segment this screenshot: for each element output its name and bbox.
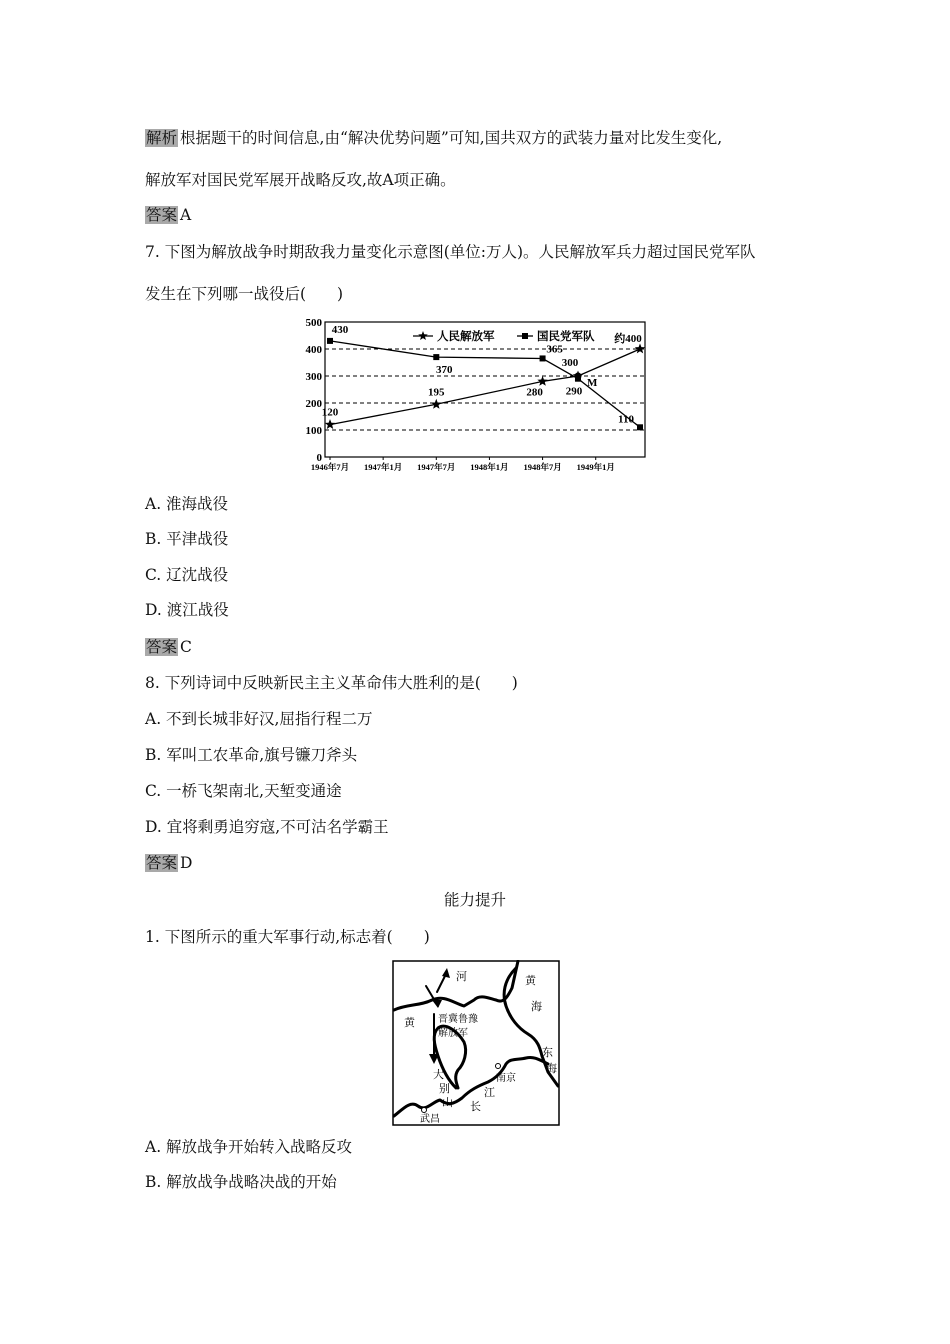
- kmt-point: [433, 354, 439, 360]
- kmt-data-label: 370: [436, 364, 453, 377]
- kmt-data-label: 290: [565, 385, 583, 398]
- map-label-army-2: 解放军: [438, 1028, 468, 1039]
- answer-tag: 答案: [146, 206, 178, 224]
- map-label-huang-river: 黄: [404, 1017, 415, 1029]
- q8-answer-value: D: [180, 854, 193, 872]
- q8-answer: [145, 853, 192, 873]
- nanjing-dot: [496, 1064, 501, 1069]
- q8-option-b: B. 军叫工农革命,旗号镰刀斧头: [145, 746, 358, 764]
- map-label-wuchang: 武昌: [420, 1114, 440, 1125]
- wuchang-dot: [422, 1108, 427, 1113]
- answer-prev-value: A: [180, 206, 192, 224]
- kmt-data-label: 430: [331, 323, 349, 336]
- q7-option-c: C. 辽沈战役: [145, 566, 229, 584]
- y-tick-label: 300: [305, 371, 322, 383]
- x-tick-label: 1948年7月: [523, 462, 562, 472]
- pla-data-label: 280: [526, 386, 543, 399]
- q7-option-b: B. 平津战役: [145, 530, 229, 548]
- q1-option-a: A. 解放战争开始转入战略反攻: [145, 1138, 353, 1156]
- answer-tag: 答案: [146, 854, 178, 872]
- kmt-point: [637, 424, 643, 430]
- q7-option-a: A. 淮海战役: [145, 495, 229, 513]
- x-tick-label: 1948年1月: [470, 462, 509, 472]
- map-label-dong: 东: [542, 1047, 553, 1059]
- map-label-chang: 长: [470, 1101, 481, 1113]
- legend-marker-pla: [418, 331, 428, 340]
- map-label-jiang: 江: [484, 1087, 495, 1099]
- intersection-point: [575, 373, 582, 380]
- q7-option-d: D. 渡江战役: [145, 601, 229, 619]
- analysis-text-2: 解放军对国民党军展开战略反攻,故A项正确。: [145, 171, 456, 189]
- q8-stem: 8. 下列诗词中反映新民主主义革命伟大胜利的是( ): [145, 674, 518, 692]
- kmt-point: [327, 338, 333, 344]
- q1-stem: 1. 下图所示的重大军事行动,标志着( ): [145, 928, 430, 946]
- map-label-shan: 山: [442, 1097, 453, 1109]
- q7-stem-2: 发生在下列哪一战役后( ): [145, 285, 344, 303]
- annotation-m: M: [587, 377, 598, 389]
- pla-point: [537, 376, 548, 386]
- military-map: [392, 960, 560, 1126]
- answer-prev: [145, 205, 191, 225]
- pla-data-label: 300: [561, 357, 579, 369]
- legend-label-pla: 人民解放军: [437, 331, 495, 343]
- pla-data-label: 195: [428, 386, 445, 399]
- kmt-data-label: 110: [618, 413, 634, 426]
- map-label-he: 河: [456, 971, 467, 983]
- analysis-line-1: [145, 128, 722, 148]
- x-tick-label: 1946年7月: [310, 462, 350, 472]
- kmt-data-label: 365: [546, 343, 563, 356]
- y-tick-label: 400: [305, 344, 322, 356]
- y-tick-label: 0: [316, 452, 322, 464]
- map-label-bie: 别: [439, 1083, 450, 1095]
- kmt-point: [540, 355, 546, 361]
- pla-data-label: 约400: [614, 333, 642, 345]
- y-tick-label: 500: [305, 317, 322, 329]
- pla-point: [431, 399, 441, 409]
- analysis-text-1: 根据题干的时间信息,由“解决优势问题”可知,国共双方的武装力量对比发生变化,: [180, 129, 723, 147]
- map-label-hai: 海: [531, 1001, 542, 1013]
- q8-option-d: D. 宜将剩勇追穷寇,不可沽名学霸王: [145, 818, 389, 836]
- map-label-nanjing: 南京: [496, 1073, 516, 1084]
- x-tick-label: 1947年1月: [364, 462, 403, 472]
- y-tick-label: 100: [305, 425, 322, 437]
- x-tick-label: 1947年7月: [417, 462, 456, 472]
- q7-answer: [145, 637, 192, 657]
- q8-option-c: C. 一桥飞架南北,天堑变通途: [145, 782, 342, 800]
- answer-tag: 答案: [146, 638, 178, 656]
- q7-stem-1: 7. 下图为解放战争时期敌我力量变化示意图(单位:万人)。人民解放军兵力超过国民党军队: [145, 243, 756, 261]
- y-tick-label: 200: [305, 398, 322, 410]
- x-tick-label: 1949年1月: [576, 462, 615, 472]
- map-label-huang-sea: 黄: [525, 975, 536, 987]
- q8-option-a: A. 不到长城非好汉,屈指行程二万: [145, 710, 373, 728]
- legend-label-kmt: 国民党军队: [537, 331, 595, 343]
- force-chart: [295, 310, 655, 475]
- map-label-east-sea: 海: [546, 1063, 557, 1075]
- pla-data-label: 120: [321, 406, 339, 419]
- section-title: 能力提升: [443, 891, 506, 909]
- pla-point: [325, 419, 335, 429]
- map-label-army-1: 晋冀鲁豫: [438, 1014, 478, 1025]
- map-label-da: 大: [433, 1069, 444, 1081]
- analysis-tag: 解析: [146, 129, 178, 147]
- q1-option-b: B. 解放战争战略决战的开始: [145, 1173, 337, 1191]
- legend-marker-kmt: [522, 333, 528, 339]
- q7-answer-value: C: [180, 638, 192, 656]
